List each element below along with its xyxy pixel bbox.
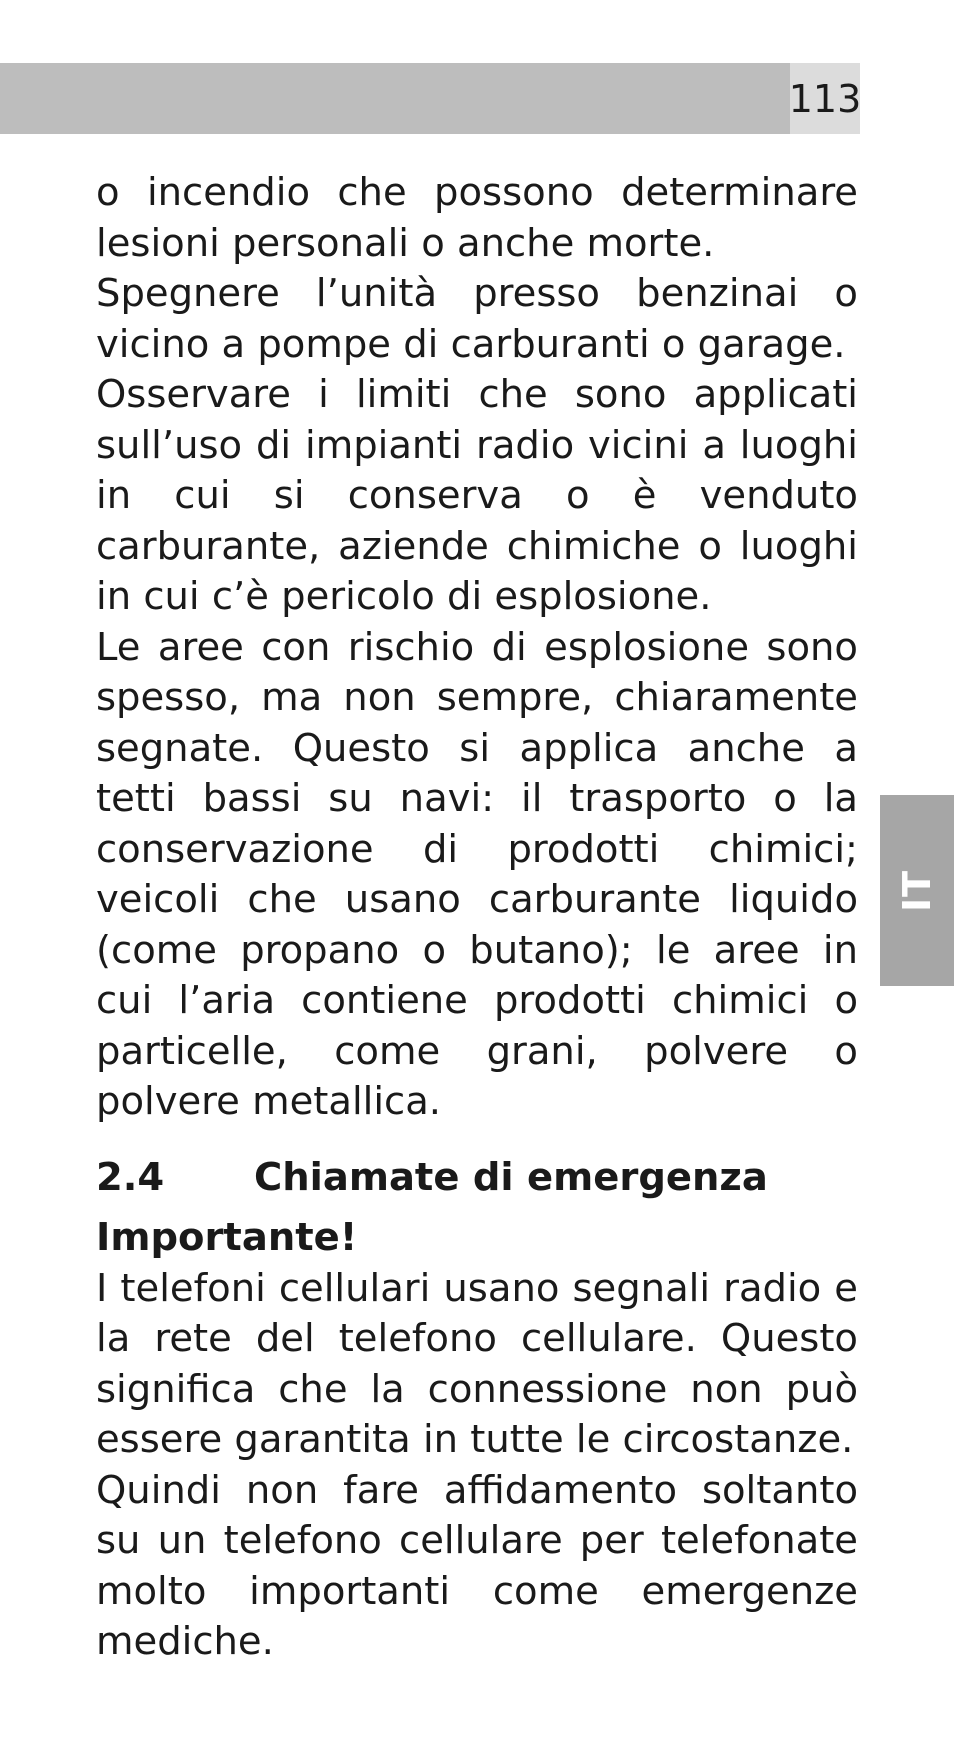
- page-number: [790, 63, 860, 134]
- paragraph: Le aree con rischio di esplosione sono spesso, ma non sempre, chiaramente segnate. Questo si applica anche a tetti bassi su navi: il trasporto o la conservazione di prodotti chimici; veicoli che usano carburante liquido (come propano o butano); le aree in cui l’aria contiene prodotti chimici o particelle, come grani, polvere o polvere metallica.: [96, 624, 858, 1124]
- language-tab-label: IT: [895, 869, 939, 912]
- header-bar: [0, 63, 790, 134]
- page-number-text: 113: [788, 76, 862, 121]
- section-heading: [96, 1152, 858, 1204]
- page-content: [96, 168, 858, 1668]
- section-title: Chiamate di emergenza: [254, 1154, 768, 1200]
- subheading: Importante!: [96, 1214, 358, 1260]
- section-number: 2.4: [96, 1154, 165, 1200]
- paragraph: Osservare i limiti che sono applicati sull’uso di impianti radio vicini a luoghi in cui si conserva o è venduto carburante, aziende chimiche o luoghi in cui c’è pericolo di esplosione.: [96, 372, 858, 619]
- language-tab: [880, 795, 954, 986]
- paragraph: o incendio che possono determinare lesioni personali o anche morte.: [96, 170, 858, 266]
- paragraph: I telefoni cellulari usano segnali radio e la rete del telefono cellulare. Questo significa che la connessione non può essere garantita in tutte le circostanze.: [96, 1265, 858, 1462]
- paragraph: Spegnere l’unità presso benzinai o vicino a pompe di carburanti o garage.: [96, 271, 858, 367]
- paragraph: Quindi non fare affidamento soltanto su un telefono cellulare per telefonate molto importanti come emergenze mediche.: [96, 1467, 858, 1664]
